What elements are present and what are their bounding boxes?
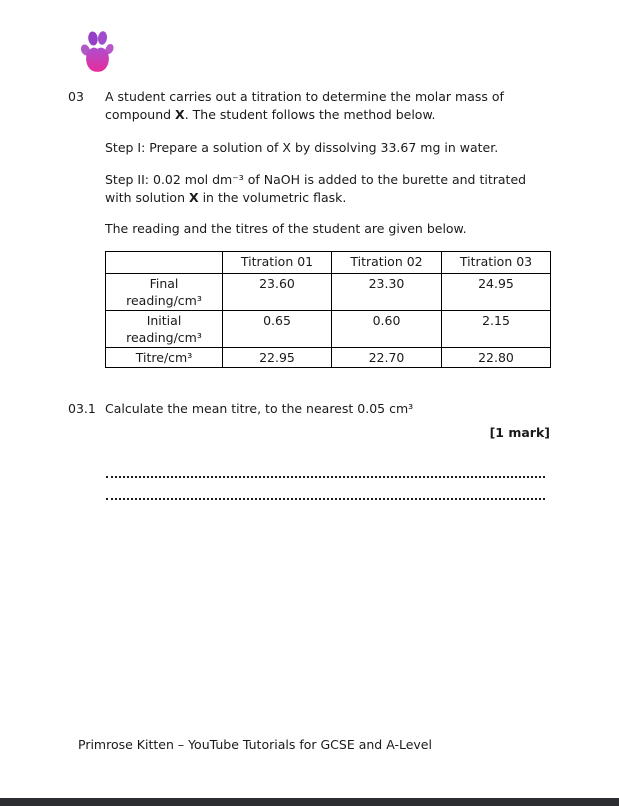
titration-table	[105, 251, 551, 368]
table-cell: 22.95	[223, 348, 332, 368]
step-2-line1: Step II: 0.02 mol dm⁻³ of NaOH is added to the burette and titrated	[105, 172, 527, 187]
table-cell: 2.15	[442, 311, 551, 348]
question-intro-line1: A student carries out a titration to determine the molar mass of	[105, 89, 504, 104]
question-03-block	[68, 88, 568, 124]
step-2-line2: with solution X in the volumetric flask.	[105, 190, 347, 205]
table-cell: 0.65	[223, 311, 332, 348]
paw-toe-icon	[97, 31, 108, 45]
table-header-row	[106, 252, 551, 274]
paw-print-logo	[81, 29, 114, 75]
table-cell: 23.60	[223, 274, 332, 311]
sub-question-number: 03.1	[68, 401, 96, 416]
question-intro-line2: compound X. The student follows the method below.	[105, 107, 436, 122]
answer-area[interactable]	[106, 470, 545, 500]
table-header-empty	[106, 252, 223, 274]
table-header-titration-01: Titration 01	[223, 252, 332, 274]
paw-pad-icon	[86, 48, 109, 72]
sub-question-text: Calculate the mean titre, to the nearest 0.05 cm³	[105, 401, 414, 416]
step-2-text	[105, 171, 526, 207]
answer-line[interactable]	[106, 492, 545, 500]
bottom-bar	[0, 798, 619, 806]
table-header-titration-02: Titration 02	[332, 252, 442, 274]
row-label: Initial reading/cm³	[106, 311, 223, 348]
table-cell: 24.95	[442, 274, 551, 311]
row-label: Final reading/cm³	[106, 274, 223, 311]
question-03-1-block	[68, 400, 568, 418]
table-cell: 22.70	[332, 348, 442, 368]
solution-x-bold: X	[188, 190, 199, 205]
answer-line[interactable]	[106, 470, 545, 478]
question-number: 03	[68, 89, 84, 104]
row-label: Titre/cm³	[106, 348, 223, 368]
marks-label: [1 mark]	[489, 425, 550, 440]
table-row-initial-reading	[106, 311, 551, 348]
table-row-final-reading	[106, 274, 551, 311]
compound-x-bold: X	[175, 107, 185, 122]
table-row-titre	[106, 348, 551, 368]
paw-toe-icon	[87, 31, 98, 46]
table-cell: 23.30	[332, 274, 442, 311]
step-1-text: Step I: Prepare a solution of X by dissolving 33.67 mg in water.	[105, 140, 499, 155]
table-intro-text: The reading and the titres of the student are given below.	[105, 221, 467, 236]
table-cell: 22.80	[442, 348, 551, 368]
question-intro	[105, 88, 504, 124]
page-footer: Primrose Kitten – YouTube Tutorials for GCSE and A-Level	[78, 737, 432, 752]
table-cell: 0.60	[332, 311, 442, 348]
titration-table-wrapper	[105, 251, 551, 368]
table-header-titration-03: Titration 03	[442, 252, 551, 274]
